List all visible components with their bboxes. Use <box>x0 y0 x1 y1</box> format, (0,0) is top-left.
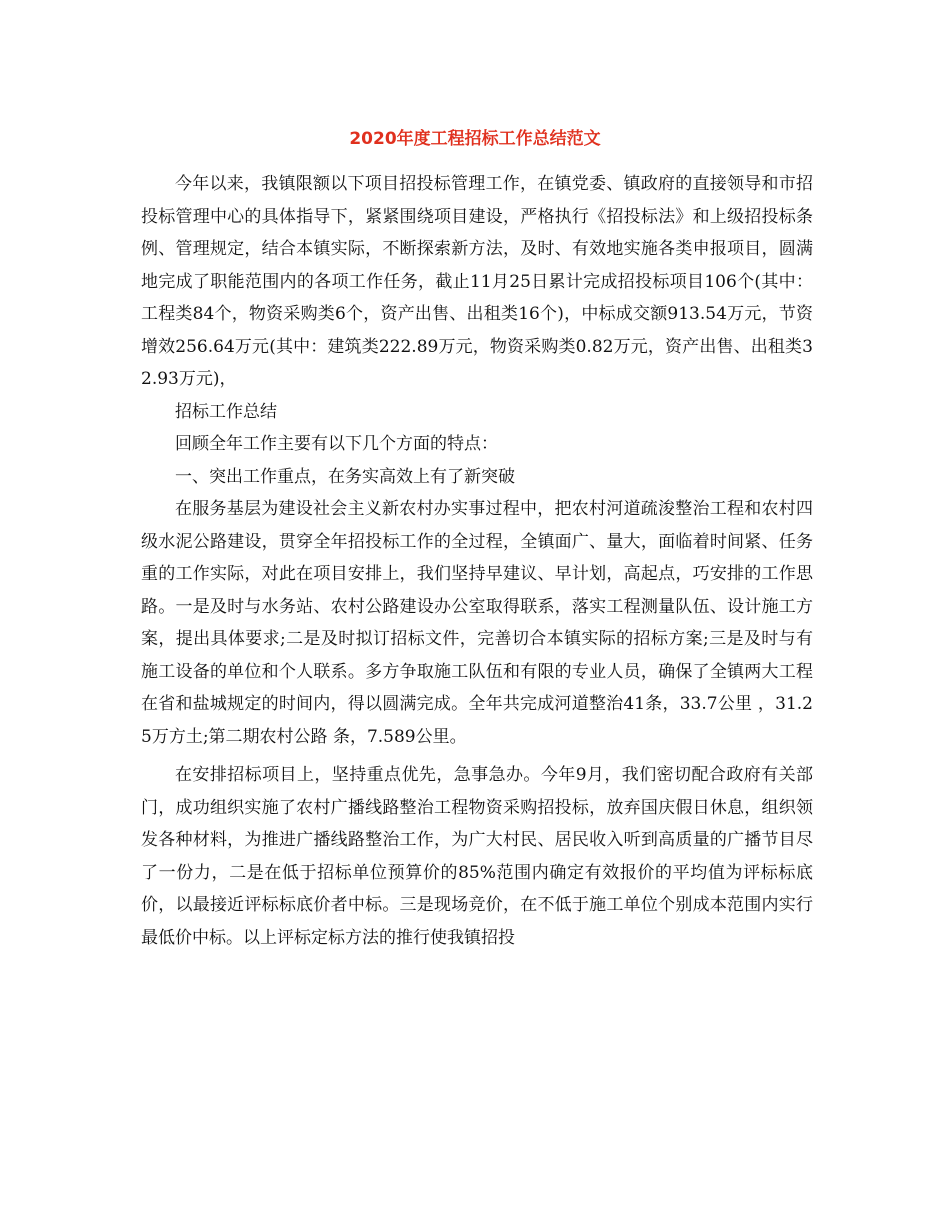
paragraph-intro: 今年以来，我镇限额以下项目招投标管理工作，在镇党委、镇政府的直接领导和市招投标管理中心的具体指导下，紧紧围绕项目建设，严格执行《招投标法》和上级招投标条例、管理规定，结合本镇实际，不断探索新方法，及时、有效地实施各类申报项目，圆满地完成了职能范围内的各项工作任务，截止11月25日累计完成招投标项目106个(其中：工程类84个，物资采购类6个，资产出售、出租类16个)，中标成交额913.54万元，节资增效256.64万元(其中：建筑类222.89万元，物资采购类0.82万元，资产出售、出租类32.93万元)， <box>141 174 813 389</box>
paragraph-heading-1: 一、突出工作重点，在务实高效上有了新突破 <box>175 466 515 487</box>
paragraph-service: 在服务基层为建设社会主义新农村办实事过程中，把农村河道疏浚整治工程和农村四级水泥公路建设，贯穿全年招投标工作的全过程，全镇面广、量大，面临着时间紧、任务重的工作实际，对此在项目安排上，我们坚持早建议、早计划，高起点，巧安排的工作思路。一是及时与水务站、农村公路建设办公室取得联系，落实工程测量队伍、设计施工方案，提出具体要求;二是及时拟订招标文件，完善切合本镇实际的招标方案;三是及时与有施工设备的单位和个人联系。多方争取施工队伍和有限的专业人员，确保了全镇两大工程在省和盐城规定的时间内，得以圆满完成。全年共完成河道整治41条，33.7公里 ，31.25万方土;第二期农村公路 条，7.589公里。 <box>141 499 813 747</box>
document-body <box>141 168 813 954</box>
paragraph-priority: 在安排招标项目上，坚持重点优先，急事急办。今年9月，我们密切配合政府有关部门，成功组织实施了农村广播线路整治工程物资采购招投标，放弃国庆假日休息，组织领发各种材料，为推进广播线路整治工作，为广大村民、居民收入听到高质量的广播节目尽了一份力，二是在低于招标单位预算价的85%范围内确定有效报价的平均值为评标标底价，以最接近评标标底价者中标。三是现场竞价，在不低于施工单位个别成本范围内实行最低价中标。以上评标定标方法的推行使我镇招投 <box>141 765 813 948</box>
paragraph-review: 回顾全年工作主要有以下几个方面的特点： <box>175 434 498 454</box>
document-title: 2020年度工程招标工作总结范文 <box>349 129 601 149</box>
paragraph-section-label: 招标工作总结 <box>175 401 277 422</box>
